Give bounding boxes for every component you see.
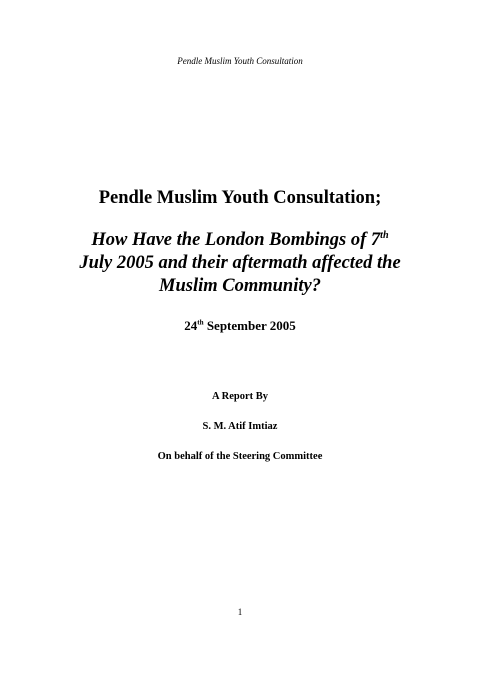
subtitle-line-3: Muslim Community? — [159, 276, 321, 296]
author-name: S. M. Atif Imtiaz — [202, 421, 278, 432]
running-header: Pendle Muslim Youth Consultation — [177, 56, 303, 66]
report-date-rest: September 2005 — [203, 318, 296, 333]
report-date — [0, 318, 480, 334]
page-number: 1 — [237, 607, 243, 617]
subtitle-line-2: July 2005 and their aftermath affected the — [79, 253, 401, 273]
subtitle — [40, 229, 440, 298]
report-by-label: A Report By — [212, 391, 268, 402]
main-title: Pendle Muslim Youth Consultation; — [98, 188, 382, 208]
subtitle-line-1-text: How Have the London Bombings of 7 — [91, 230, 381, 250]
report-date-ordinal-suffix: th — [197, 318, 204, 327]
report-date-day: 24 — [184, 318, 198, 333]
subtitle-line-1 — [40, 229, 440, 252]
on-behalf-line: On behalf of the Steering Committee — [157, 451, 323, 462]
subtitle-ordinal-suffix: th — [380, 229, 389, 241]
